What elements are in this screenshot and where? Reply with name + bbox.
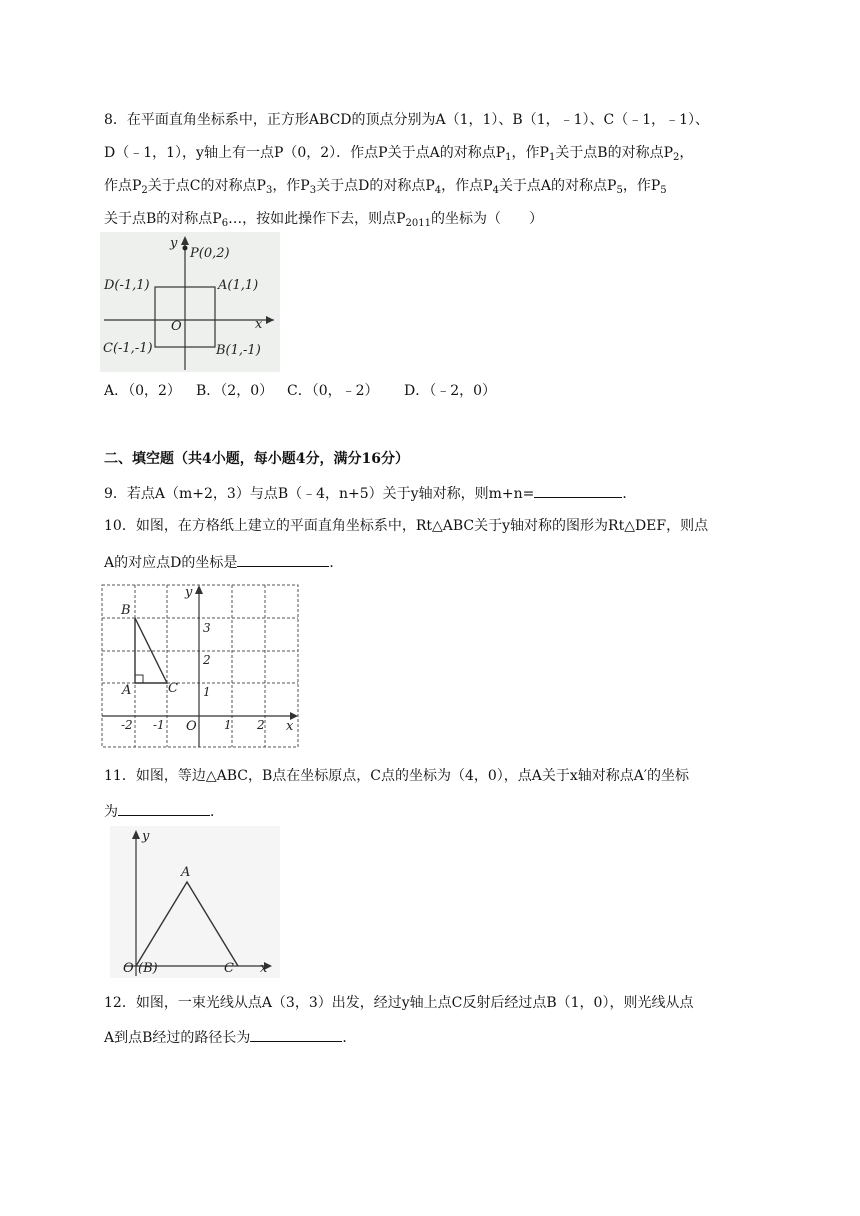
q10-line-2: A的对应点D的坐标是 ． bbox=[104, 551, 343, 573]
q10-xtick-m2: -2 bbox=[121, 718, 133, 732]
q8-line-2: D（﹣1，1），y轴上有一点P（0，2）．作点P关于点A的对称点$P_1$，作$P_1$关于点B的对称点$P_2$， bbox=[104, 145, 694, 163]
q11-label-o: O bbox=[123, 961, 134, 976]
q10-line-1: 10．如图，在方格纸上建立的平面直角坐标系中，Rt△ABC关于y轴对称的图形为Rt△DEF，则点 bbox=[104, 518, 709, 534]
q8-label-d: D(-1,1) bbox=[104, 278, 150, 293]
q11-label-c: C bbox=[224, 961, 234, 976]
q8-option-a: A．（0，2） bbox=[104, 383, 181, 399]
q10-label-c: C bbox=[168, 681, 178, 696]
q8-line-4: 关于点B的对称点$P_6\dots$，按如此操作下去，则点$P_{2011}$的坐标为（ ） bbox=[104, 211, 543, 229]
q10-ytick-2: 2 bbox=[203, 653, 211, 667]
q10-ytick-3: 3 bbox=[203, 621, 211, 635]
q8-figure bbox=[100, 232, 280, 376]
q8-label-x: x bbox=[255, 317, 263, 332]
q8-label-c: C(-1,-1) bbox=[103, 341, 153, 356]
q8-point-p bbox=[183, 246, 188, 251]
q10-label-y: y bbox=[185, 585, 193, 600]
q10-right-angle-mark bbox=[135, 675, 143, 683]
q12-line-1: 12．如图，一束光线从点A（3，3）出发，经过y轴上点C反射后经过点B（1，0），则光线从点 bbox=[104, 995, 694, 1011]
q11-label-a: A bbox=[181, 865, 191, 880]
q10-label-x: x bbox=[286, 719, 294, 734]
q9-line: 9．若点A（m+2，3）与点B（﹣4，n+5）关于y轴对称，则m+n= ． bbox=[104, 482, 636, 504]
q10-label-b: B bbox=[121, 603, 131, 618]
q10-figure bbox=[101, 584, 299, 752]
q8-label-y: y bbox=[170, 236, 178, 251]
q10-label-a: A bbox=[122, 683, 132, 698]
section-title: 二、填空题（共4小题，每小题4分，满分16分） bbox=[104, 451, 409, 467]
q10-xtick-m1: -1 bbox=[153, 718, 165, 732]
q10-xtick-2: 2 bbox=[257, 718, 265, 732]
q8-label-a: A(1,1) bbox=[218, 278, 259, 293]
q11-figure bbox=[110, 826, 280, 982]
q11-answer-blank[interactable] bbox=[118, 800, 210, 816]
q10-xtick-1: 1 bbox=[224, 718, 232, 732]
q8-line-1: 8．在平面直角坐标系中，正方形ABCD的顶点分别为A（1，1）、B（1，﹣1）、C（﹣1，﹣1）、 bbox=[104, 112, 710, 128]
q8-label-p: P(0,2) bbox=[190, 246, 230, 261]
q10-ytick-1: 1 bbox=[203, 685, 211, 699]
q11-line-2: 为 ． bbox=[104, 800, 224, 822]
q8-label-o: O bbox=[171, 319, 182, 334]
q8-option-d: D．（﹣2，0） bbox=[404, 383, 497, 399]
q10-label-o: O bbox=[186, 719, 197, 734]
q9-answer-blank[interactable] bbox=[534, 482, 622, 498]
q11-line-1: 11．如图，等边△ABC，B点在坐标原点，C点的坐标为（4，0），点A关于x轴对称点A′的坐标 bbox=[104, 768, 690, 784]
q12-line-2: A到点B经过的路径长为 ． bbox=[104, 1026, 356, 1048]
q10-answer-blank[interactable] bbox=[237, 551, 329, 567]
q8-line-3: 作点$P_2$关于点C的对称点$P_3$，作$P_3$关于点D的对称点$P_4$，作点$P_4$关于点A的对称点$P_5$，作$P_5$ bbox=[104, 178, 667, 196]
q11-label-y: y bbox=[142, 829, 150, 844]
q11-label-x: x bbox=[260, 961, 268, 976]
q8-label-b: B(1,-1) bbox=[216, 343, 261, 358]
q8-option-c: C．（0，﹣2） bbox=[287, 383, 379, 399]
q8-option-b: B．（2，0） bbox=[196, 383, 274, 399]
q11-label-b: (B) bbox=[138, 961, 158, 976]
q12-answer-blank[interactable] bbox=[250, 1026, 342, 1042]
